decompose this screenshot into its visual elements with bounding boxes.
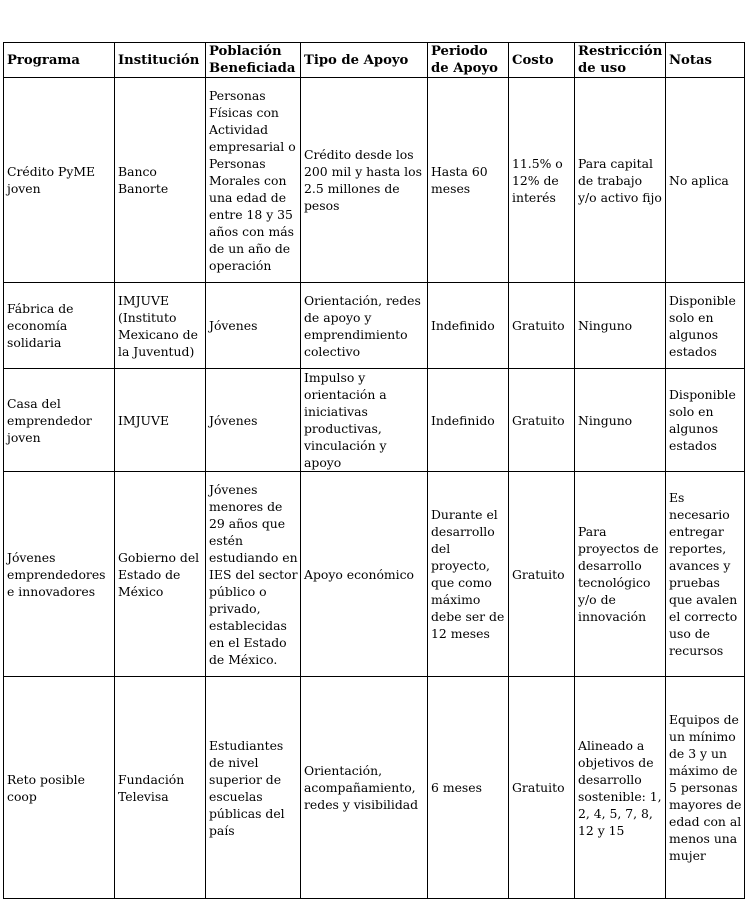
cell-notas: Disponible solo en algunos estados bbox=[666, 283, 745, 369]
cell-poblacion: Jóvenes bbox=[206, 283, 301, 369]
cell-poblacion: Jóvenes bbox=[206, 369, 301, 472]
cell-restriccion: Ninguno bbox=[575, 283, 666, 369]
table-row bbox=[4, 369, 745, 472]
cell-notas: No aplica bbox=[666, 78, 745, 283]
cell-institucion: Fundación Televisa bbox=[115, 677, 206, 899]
cell-poblacion: Jóvenes menores de 29 años que estén estudiando en IES del sector público o privado, establecidas en el Estado de México. bbox=[206, 472, 301, 677]
cell-institucion: IMJUVE (Instituto Mexicano de la Juventud) bbox=[115, 283, 206, 369]
cell-programa: Fábrica de economía solidaria bbox=[4, 283, 115, 369]
table-row bbox=[4, 283, 745, 369]
cell-tipo: Orientación, acompañamiento, redes y visibilidad bbox=[301, 677, 428, 899]
cell-restriccion: Para capital de trabajo y/o activo fijo bbox=[575, 78, 666, 283]
table-row bbox=[4, 472, 745, 677]
cell-programa: Reto posible coop bbox=[4, 677, 115, 899]
cell-costo: Gratuito bbox=[509, 472, 575, 677]
cell-programa: Crédito PyME joven bbox=[4, 78, 115, 283]
cell-notas: Disponible solo en algunos estados bbox=[666, 369, 745, 472]
col-header-costo: Costo bbox=[509, 43, 575, 78]
cell-institucion: Gobierno del Estado de México bbox=[115, 472, 206, 677]
table-row bbox=[4, 677, 745, 899]
table-header-row bbox=[4, 43, 745, 78]
cell-notas: Equipos de un mínimo de 3 y un máximo de 5 personas mayores de edad con al menos una mujer bbox=[666, 677, 745, 899]
cell-institucion: IMJUVE bbox=[115, 369, 206, 472]
table-row bbox=[4, 78, 745, 283]
cell-restriccion: Ninguno bbox=[575, 369, 666, 472]
cell-costo: Gratuito bbox=[509, 369, 575, 472]
cell-restriccion: Para proyectos de desarrollo tecnológico y/o de innovación bbox=[575, 472, 666, 677]
cell-periodo: 6 meses bbox=[428, 677, 509, 899]
cell-periodo: Indefinido bbox=[428, 283, 509, 369]
cell-costo: Gratuito bbox=[509, 283, 575, 369]
cell-periodo: Hasta 60 meses bbox=[428, 78, 509, 283]
cell-poblacion: Personas Físicas con Actividad empresarial o Personas Morales con una edad de entre 18 y 35 años con más de un año de operación bbox=[206, 78, 301, 283]
col-header-poblacion: Población Beneficiada bbox=[206, 43, 301, 78]
cell-costo: Gratuito bbox=[509, 677, 575, 899]
cell-costo: 11.5% o 12% de interés bbox=[509, 78, 575, 283]
col-header-institucion: Institución bbox=[115, 43, 206, 78]
cell-programa: Jóvenes emprendedores e innovadores bbox=[4, 472, 115, 677]
cell-tipo: Crédito desde los 200 mil y hasta los 2.5 millones de pesos bbox=[301, 78, 428, 283]
cell-periodo: Durante el desarrollo del proyecto, que como máximo debe ser de 12 meses bbox=[428, 472, 509, 677]
cell-institucion: Banco Banorte bbox=[115, 78, 206, 283]
cell-programa: Casa del emprendedor joven bbox=[4, 369, 115, 472]
cell-periodo: Indefinido bbox=[428, 369, 509, 472]
cell-tipo: Apoyo económico bbox=[301, 472, 428, 677]
cell-notas: Es necesario entregar reportes, avances y pruebas que avalen el correcto uso de recursos bbox=[666, 472, 745, 677]
cell-poblacion: Estudiantes de nivel superior de escuelas públicas del país bbox=[206, 677, 301, 899]
col-header-restriccion: Restricción de uso bbox=[575, 43, 666, 78]
col-header-programa: Programa bbox=[4, 43, 115, 78]
col-header-periodo: Periodo de Apoyo bbox=[428, 43, 509, 78]
support-programs-table bbox=[3, 42, 745, 899]
cell-tipo: Orientación, redes de apoyo y emprendimiento colectivo bbox=[301, 283, 428, 369]
col-header-tipo: Tipo de Apoyo bbox=[301, 43, 428, 78]
document-page bbox=[3, 42, 745, 899]
cell-tipo: Impulso y orientación a iniciativas productivas, vinculación y apoyo bbox=[301, 369, 428, 472]
cell-restriccion: Alineado a objetivos de desarrollo sostenible: 1, 2, 4, 5, 7, 8, 12 y 15 bbox=[575, 677, 666, 899]
col-header-notas: Notas bbox=[666, 43, 745, 78]
